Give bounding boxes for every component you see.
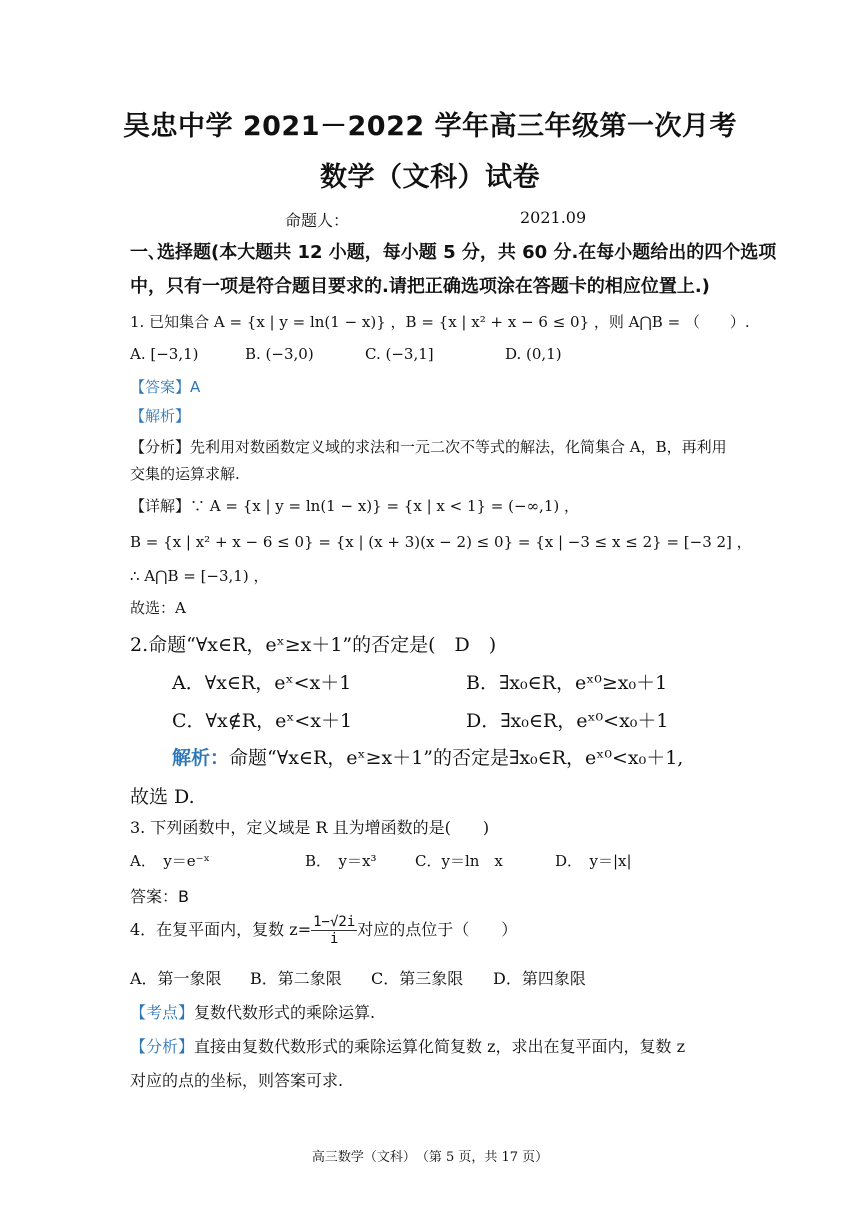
- q2-option-d: D．∃x₀∈R，eˣ⁰<x₀＋1: [466, 710, 669, 732]
- q4-fraction: [311, 914, 357, 947]
- q3-option-d: D． y＝|x|: [555, 852, 632, 870]
- q4-option-d: D．第四象限: [493, 969, 586, 988]
- q2-option-c: C．∀x∉R，eˣ<x＋1: [172, 710, 353, 732]
- q1-option-c: C. (−3,1]: [365, 345, 434, 363]
- exam-date: 2021.09: [520, 208, 587, 227]
- q3-option-b: B． y＝x³: [305, 852, 377, 870]
- q4-fenxi-line1: [130, 1034, 685, 1057]
- q3-stem: 3. 下列函数中，定义域是 R 且为增函数的是( ): [130, 818, 490, 837]
- q2-option-b: B．∃x₀∈R，eˣ⁰≥x₀＋1: [466, 672, 668, 694]
- q1-stem: 1. 已知集合 A = {x | y = ln(1 − x)} ，B = {x | x² + x − 6 ≤ 0} ，则 A⋂B = （ ）.: [130, 313, 750, 331]
- q1-option-b: B. (−3,0): [245, 345, 314, 363]
- q2-analysis-text: 命题“∀x∈R，eˣ≥x＋1”的否定是∃x₀∈R，eˣ⁰<x₀＋1,: [229, 747, 684, 769]
- q4-fenxi-line2: 对应的点的坐标，则答案可求.: [130, 1071, 344, 1090]
- q1-detail-line3: ∴ A⋂B = [−3,1) ，: [130, 567, 269, 585]
- q2-analysis: [172, 743, 683, 770]
- q3-option-c: C．y＝ln x: [415, 852, 503, 870]
- q1-option-a: A. [−3,1): [130, 345, 199, 363]
- q1-detail-line2: B = {x | x² + x − 6 ≤ 0} = {x | (x + 3)(x − 2) ≤ 0} = {x | −3 ≤ x ≤ 2} = [−3 2] ，: [130, 533, 752, 551]
- q2-stem: 2.命题“∀x∈R，eˣ≥x＋1”的否定是( D ): [130, 634, 497, 656]
- q2-analysis-end: 故选 D.: [130, 786, 195, 808]
- q4-kaodian: [130, 1000, 375, 1023]
- q4-fenxi-text: 直接由复数代数形式的乘除运算化简复数 z，求出在复平面内，复数 z: [194, 1037, 686, 1056]
- q1-fenxi-line1: 【分析】先利用对数函数定义域的求法和一元二次不等式的解法，化简集合 A，B，再利用: [130, 438, 727, 456]
- section-heading-line2: 中，只有一项是符合题目要求的.请把正确选项涂在答题卡的相应位置上.): [130, 276, 710, 297]
- q4-stem-before: 4．在复平面内，复数 z=: [130, 920, 312, 939]
- q4-kaodian-label: 【考点】: [130, 1003, 195, 1022]
- q4-option-b: B．第二象限: [250, 969, 342, 988]
- q4-fraction-denominator: i: [329, 931, 339, 947]
- q4-option-a: A．第一象限: [130, 969, 222, 988]
- q4-stem-after: 对应的点位于（ ）: [357, 920, 518, 939]
- section-heading-line1: 一､选择题(本大题共 12 小题，每小题 5 分，共 60 分.在每小题给出的四个选项: [130, 242, 777, 263]
- exam-title: 吴忠中学 2021－2022 学年高三年级第一次月考: [122, 111, 738, 142]
- page-footer: 高三数学（文科） （第 5 页，共 17 页）: [311, 1150, 549, 1165]
- q2-option-a: A．∀x∈R，eˣ<x＋1: [172, 672, 352, 694]
- q1-analysis-tag: 【解析】: [130, 407, 191, 425]
- author-label: 命题人：: [285, 211, 350, 230]
- exam-subtitle: 数学（文科）试卷: [320, 162, 540, 193]
- q1-choice: 故选：A: [130, 599, 186, 617]
- q3-answer: 答案：B: [130, 887, 189, 906]
- q1-answer: [130, 376, 200, 397]
- q4-option-c: C．第三象限: [371, 969, 464, 988]
- q3-option-a: A． y＝e⁻ˣ: [130, 852, 210, 870]
- q1-fenxi-line2: 交集的运算求解.: [130, 465, 240, 483]
- q2-analysis-label: 解析：: [172, 747, 230, 769]
- q1-answer-text: 【答案】A: [130, 378, 201, 396]
- q4-fenxi-label: 【分析】: [130, 1037, 195, 1056]
- q4-kaodian-text: 复数代数形式的乘除运算.: [194, 1003, 376, 1022]
- q4-stem: [130, 914, 517, 947]
- q1-detail-line1: 【详解】∵ A = {x | y = ln(1 − x)} = {x | x < 1} = (−∞,1) ，: [130, 497, 579, 515]
- q4-fraction-numerator: 1−√2i: [313, 914, 356, 930]
- q1-option-d: D. (0,1): [505, 345, 562, 363]
